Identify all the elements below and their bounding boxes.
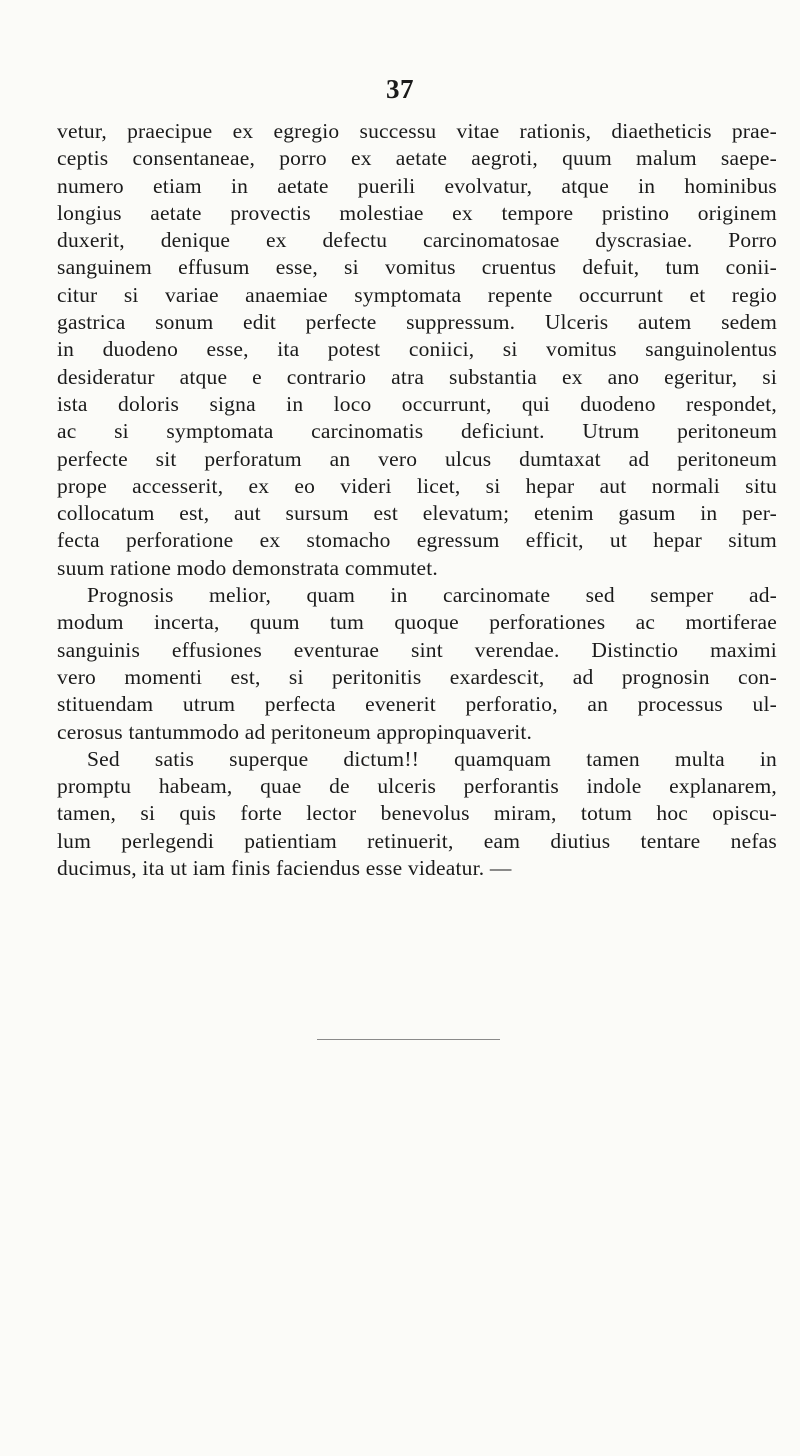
text-line: desideratur atque e contrario atra substantia ex ano egeritur, si <box>57 364 777 389</box>
text-line: prope accesserit, ex eo videri licet, si hepar aut normali situ <box>57 473 777 498</box>
page-number: 37 <box>386 74 414 104</box>
text-line: ducimus, ita ut iam finis faciendus esse videatur. — <box>57 856 512 881</box>
text-line: vetur, praecipue ex egregio successu vitae rationis, diaetheticis prae- <box>57 119 777 143</box>
text-line: Prognosis melior, quam in carcinomate sed semper ad- <box>87 583 777 608</box>
text-line: ceptis consentaneae, porro ex aetate aegroti, quum malum saepe- <box>57 146 777 171</box>
text-line: ac si symptomata carcinomatis deficiunt. Utrum peritoneum <box>57 419 777 444</box>
text-line: Sed satis superque dictum!! quamquam tamen multa in <box>87 746 777 771</box>
text-line: collocatum est, aut sursum est elevatum; etenim gasum in per- <box>57 501 777 526</box>
text-line: fecta perforatione ex stomacho egressum efficit, ut hepar situm <box>57 528 777 553</box>
text-line: sanguinem effusum esse, si vomitus cruentus defuit, tum conii- <box>57 255 777 280</box>
text-line: vero momenti est, si peritonitis exardescit, ad prognosin con- <box>57 664 777 689</box>
text-line: modum incerta, quum tum quoque perforationes ac mortiferae <box>57 610 777 635</box>
text-line: stituendam utrum perfecta evenerit perforatio, an processus ul- <box>57 692 777 717</box>
text-line: gastrica sonum edit perfecte suppressum. Ulceris autem sedem <box>57 310 777 335</box>
text-line: citur si variae anaemiae symptomata repente occurrunt et regio <box>57 282 777 307</box>
text-line: numero etiam in aetate puerili evolvatur, atque in hominibus <box>57 173 777 198</box>
text-line: sanguinis effusiones eventurae sint verendae. Distinctio maximi <box>57 637 777 662</box>
text-line: suum ratione modo demonstrata commutet. <box>57 555 438 580</box>
text-line: promptu habeam, quae de ulceris perforantis indole explanarem, <box>57 774 777 799</box>
text-line: cerosus tantummodo ad peritoneum appropinquaverit. <box>57 719 533 744</box>
body-text <box>57 118 777 882</box>
text-line: in duodeno esse, ita potest coniici, si vomitus sanguinolentus <box>57 337 777 362</box>
end-rule <box>317 1039 500 1040</box>
text-line: longius aetate provectis molestiae ex tempore pristino originem <box>57 200 777 225</box>
text-line: ista doloris signa in loco occurrunt, qui duodeno respondet, <box>57 391 777 416</box>
text-line: perfecte sit perforatum an vero ulcus dumtaxat ad peritoneum <box>57 446 777 471</box>
text-line: lum perlegendi patientiam retinuerit, eam diutius tentare nefas <box>57 828 777 853</box>
text-line: duxerit, denique ex defectu carcinomatosae dyscrasiae. Porro <box>57 228 777 253</box>
text-line: tamen, si quis forte lector benevolus miram, totum hoc opiscu- <box>57 801 777 826</box>
